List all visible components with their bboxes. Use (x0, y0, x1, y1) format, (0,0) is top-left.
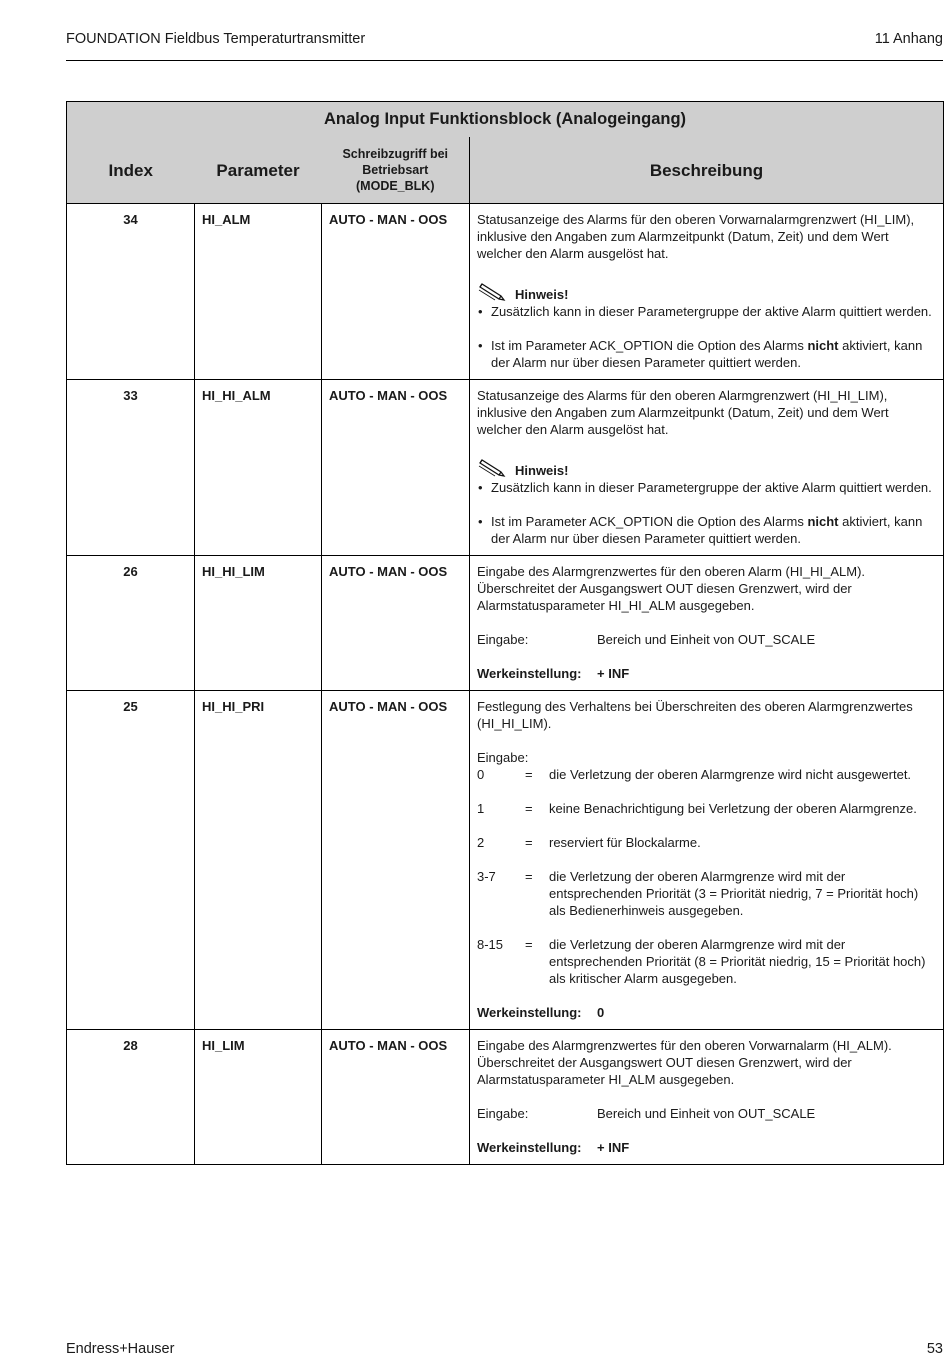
option-value: 8-15 (477, 937, 504, 952)
option-item (477, 800, 936, 817)
cell-parameter: HI_ALM (195, 204, 322, 380)
default-label: Werkeinstellung: (477, 666, 582, 681)
note-list (477, 303, 936, 371)
page-footer (66, 1341, 943, 1357)
cell-mode: AUTO - MAN - OOS (322, 1030, 470, 1165)
col-header-index: Index (67, 137, 195, 204)
option-equals: = (525, 767, 533, 782)
page-header (66, 30, 943, 61)
input-value: Bereich und Einheit von OUT_SCALE (597, 632, 816, 647)
option-equals: = (525, 801, 533, 816)
page-number: 53 (926, 1341, 943, 1357)
cell-parameter: HI_HI_LIM (195, 556, 322, 691)
option-item (477, 868, 936, 919)
emphasis: nicht (807, 514, 839, 529)
description-text: Statusanzeige des Alarms für den oberen Vorwarnalarmgrenzwert (HI_LIM), inklusive den Angaben zum Alarmzeitpunkt (Datum, Zeit) und dem Wert welcher den Alarm ausgelöst hat. (477, 212, 915, 261)
table-row (67, 380, 944, 556)
option-item (477, 834, 936, 851)
note-heading (477, 457, 936, 479)
note-title: Hinweis! (515, 287, 569, 302)
description-text: Statusanzeige des Alarms für den oberen Alarmgrenzwert (HI_HI_LIM), inklusive den Angaben zum Alarmzeitpunkt (Datum, Zeit) und dem Wert welcher den Alarm ausgelöst hat. (477, 388, 889, 437)
default-value: + INF (597, 1140, 630, 1155)
emphasis: nicht (807, 338, 839, 353)
pencil-note-icon (477, 281, 507, 303)
cell-index: 34 (67, 204, 195, 380)
note-list (477, 479, 936, 547)
note-heading (477, 281, 936, 303)
option-item (477, 936, 936, 987)
parameter-table (66, 101, 944, 1165)
table-title: Analog Input Funktionsblock (Analogeingang) (67, 102, 944, 138)
company-name: Endress+Hauser (66, 1341, 175, 1357)
cell-parameter: HI_HI_ALM (195, 380, 322, 556)
option-value: 0 (477, 767, 485, 782)
description-text: Eingabe des Alarmgrenzwertes für den oberen Vorwarnalarm (HI_ALM). Überschreitet der Ausgangswert OUT diesen Grenzwert, wird der Alarmstatusparameter HI_ALM ausgegeben. (477, 1038, 892, 1087)
cell-description (470, 691, 944, 1030)
option-value: 2 (477, 835, 485, 850)
col-header-mode-line3: (MODE_BLK) (356, 179, 435, 193)
table-row (67, 556, 944, 691)
default-label: Werkeinstellung: (477, 1005, 582, 1020)
pencil-note-icon (477, 457, 507, 479)
input-range (477, 1105, 936, 1122)
option-value: 1 (477, 801, 485, 816)
note-title: Hinweis! (515, 463, 569, 478)
table-row (67, 204, 944, 380)
input-label: Eingabe: (477, 750, 529, 765)
cell-description (470, 204, 944, 380)
cell-mode: AUTO - MAN - OOS (322, 380, 470, 556)
option-value: 3-7 (477, 869, 496, 884)
default-value: + INF (597, 666, 630, 681)
chapter-label: 11 Anhang (874, 31, 943, 47)
cell-description (470, 380, 944, 556)
option-equals: = (525, 835, 533, 850)
cell-mode: AUTO - MAN - OOS (322, 556, 470, 691)
option-text: die Verletzung der oberen Alarmgrenze wird mit der entsprechenden Priorität (8 = Priorität niedrig, 15 = Priorität hoch) als kritischer Alarm ausgegeben. (549, 937, 926, 986)
default-value: 0 (597, 1005, 605, 1020)
list-item: • Zusätzlich kann in dieser Parametergruppe der aktive Alarm quittiert werden. (477, 479, 936, 496)
list-item (477, 337, 936, 371)
input-label: Eingabe: (477, 632, 529, 647)
cell-index: 26 (67, 556, 195, 691)
cell-index: 33 (67, 380, 195, 556)
table-row (67, 691, 944, 1030)
cell-index: 25 (67, 691, 195, 1030)
cell-index: 28 (67, 1030, 195, 1165)
col-header-mode-line1: Schreibzugriff bei (342, 147, 449, 161)
description-text: Festlegung des Verhaltens bei Überschreiten des oberen Alarmgrenzwertes (HI_HI_LIM). (477, 699, 913, 731)
list-item (477, 513, 936, 547)
option-equals: = (525, 869, 533, 884)
document-title: FOUNDATION Fieldbus Temperaturtransmitter (66, 31, 366, 47)
input-label: Eingabe: (477, 1106, 529, 1121)
cell-description (470, 1030, 944, 1165)
table-row (67, 1030, 944, 1165)
cell-parameter: HI_LIM (195, 1030, 322, 1165)
input-range (477, 631, 936, 648)
option-text: die Verletzung der oberen Alarmgrenze wird mit der entsprechenden Priorität (3 = Priorität niedrig, 7 = Priorität hoch) als Bedienerhinweis ausgegeben. (549, 869, 919, 918)
default-setting (477, 665, 936, 682)
cell-mode: AUTO - MAN - OOS (322, 691, 470, 1030)
option-item (477, 766, 936, 783)
default-setting (477, 1139, 936, 1156)
description-text: Eingabe des Alarmgrenzwertes für den oberen Alarm (HI_HI_ALM). Überschreitet der Ausgangswert OUT diesen Grenzwert, wird der Alarmstatusparameter HI_HI_ALM ausgegeben. (477, 564, 866, 613)
col-header-parameter: Parameter (195, 137, 322, 204)
col-header-mode-line2: Betriebsart (362, 163, 429, 177)
list-item-text: Ist im Parameter ACK_OPTION die Option des Alarms (491, 514, 808, 529)
col-header-description: Beschreibung (470, 137, 944, 204)
list-item: • Zusätzlich kann in dieser Parametergruppe der aktive Alarm quittiert werden. (477, 303, 936, 320)
input-value: Bereich und Einheit von OUT_SCALE (597, 1106, 816, 1121)
option-equals: = (525, 937, 533, 952)
default-label: Werkeinstellung: (477, 1140, 582, 1155)
option-text: keine Benachrichtigung bei Verletzung der oberen Alarmgrenze. (549, 801, 917, 816)
list-item-text: aktiviert, kann der Alarm nur über diesen Parameter quittiert werden. (491, 514, 923, 546)
cell-description (470, 556, 944, 691)
list-item-text: aktiviert, kann der Alarm nur über diesen Parameter quittiert werden. (491, 338, 923, 370)
option-text: reserviert für Blockalarme. (549, 835, 701, 850)
cell-parameter: HI_HI_PRI (195, 691, 322, 1030)
col-header-mode (322, 137, 470, 204)
option-text: die Verletzung der oberen Alarmgrenze wird nicht ausgewertet. (549, 767, 912, 782)
default-setting (477, 1004, 936, 1021)
list-item-text: Ist im Parameter ACK_OPTION die Option des Alarms (491, 338, 808, 353)
cell-mode: AUTO - MAN - OOS (322, 204, 470, 380)
